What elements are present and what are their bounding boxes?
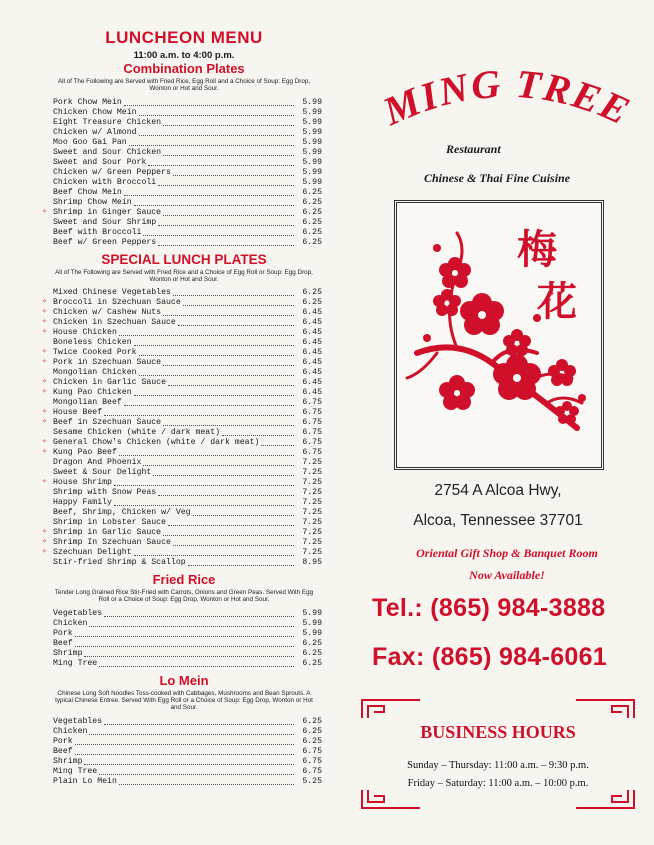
menu-item [46, 138, 322, 148]
dot-leader [168, 385, 294, 386]
menu-item-name: Chicken Chow Mein [53, 107, 137, 117]
dot-leader [84, 656, 294, 657]
menu-item-price: 6.45 [302, 368, 322, 378]
menu-item-name: Shrimp [53, 648, 83, 658]
menu-item-name: ✧ Kung Pao Chicken [53, 388, 132, 398]
menu-item-name: Chicken w/ Almond [53, 127, 137, 137]
menu-item-price: 5.99 [302, 107, 322, 117]
menu-item [46, 208, 322, 218]
menu-item-price: 6.25 [302, 658, 322, 668]
dot-leader [129, 145, 294, 146]
address-line-1: 2754 A Alcoa Hwy, [434, 482, 562, 499]
menu-item-name: Shrimp Chow Mein [53, 197, 132, 207]
dot-leader [163, 125, 294, 126]
menu-item-name: Sesame Chicken (white / dark meat) [53, 428, 221, 438]
dot-leader [173, 175, 294, 176]
dot-leader [158, 245, 294, 246]
menu-item-price: 5.99 [302, 97, 322, 107]
menu-item-name: ✧ Twice Cooked Pork [53, 348, 137, 358]
dot-leader [89, 626, 294, 627]
menu-item [46, 348, 322, 358]
menu-item [46, 478, 322, 488]
special-note: All of The Following are Served with Fried Rice and a Choice of Egg Roll or Soup: Egg Drop, Wonton or Hot and Sour. [55, 268, 313, 283]
menu-item-name: Shrimp in Lobster Sauce [53, 518, 167, 528]
dot-leader [75, 744, 294, 745]
dot-leader [99, 666, 294, 667]
dot-leader [143, 235, 294, 236]
hours-sun-thu: Sunday – Thursday: 11:00 a.m. – 9:30 p.m. [407, 760, 589, 771]
dot-leader [124, 195, 294, 196]
menu-item-name: Beef [53, 746, 73, 756]
gift-available-line: Now Available! [469, 568, 545, 582]
menu-item [46, 388, 322, 398]
menu-item-name: Sweet and Sour Pork [53, 157, 147, 167]
dot-leader [124, 105, 294, 106]
menu-item-name: Mongolian Beef [53, 398, 122, 408]
menu-item-name: Pork Chow Mein [53, 97, 122, 107]
menu-column [46, 28, 322, 787]
dot-leader [148, 165, 294, 166]
gift-shop-line: Oriental Gift Shop & Banquet Room [416, 546, 598, 560]
menu-item-price: 7.25 [302, 538, 322, 548]
menu-item [46, 767, 322, 777]
dot-leader [119, 784, 294, 785]
menu-item-name: ✧ Chicken in Szechuan Sauce [53, 318, 176, 328]
menu-item-price: 5.99 [302, 137, 322, 147]
menu-item-name: Chicken w/ Green Peppers [53, 167, 171, 177]
svg-text:MING TREE [376, 62, 638, 134]
menu-item-name: Boneless Chicken [53, 338, 132, 348]
menu-item [46, 158, 322, 168]
dot-leader [104, 415, 294, 416]
dot-leader [173, 545, 294, 546]
menu-item-name: Shrimp with Snow Peas [53, 488, 157, 498]
dot-leader [163, 315, 294, 316]
menu-item-name: ✧ Szechuan Delight [53, 548, 132, 558]
menu-item [46, 238, 322, 248]
menu-item [46, 757, 322, 767]
menu-item-price: 7.25 [302, 518, 322, 528]
dot-leader [114, 485, 294, 486]
menu-item [46, 438, 322, 448]
dot-leader [261, 445, 294, 446]
menu-item-name: ✧ Kung Pao Beef [53, 448, 117, 458]
menu-item-price: 5.99 [302, 167, 322, 177]
menu-item [46, 488, 322, 498]
menu-item-price: 6.45 [302, 338, 322, 348]
fax-number: Fax: (865) 984-6061 [372, 643, 608, 671]
menu-item-name: ✧ Shrimp in Ginger Sauce [53, 207, 162, 217]
fried-rice-title: Fried Rice [152, 572, 216, 588]
dot-leader [84, 764, 294, 765]
menu-item [46, 659, 322, 669]
chinese-character-mei: 梅 [517, 227, 557, 273]
dot-leader [134, 395, 294, 396]
menu-item [46, 418, 322, 428]
restaurant-label: Restaurant [446, 142, 501, 156]
menu-item-price: 6.25 [302, 288, 322, 298]
brand-name: MING TREE [376, 62, 638, 135]
menu-item [46, 428, 322, 438]
dot-leader [163, 535, 294, 536]
menu-item-price: 6.75 [302, 408, 322, 418]
menu-item-price: 6.75 [302, 746, 322, 756]
menu-item-price: 7.25 [302, 488, 322, 498]
menu-item-name: ✧ Chicken w/ Cashew Nuts [53, 308, 162, 318]
dot-leader [178, 325, 294, 326]
special-list [46, 288, 322, 568]
menu-item-name: Vegetables [53, 608, 103, 618]
menu-item-name: Sweet & Sour Delight [53, 468, 152, 478]
dot-leader [139, 375, 294, 376]
dot-leader [188, 565, 294, 566]
chinese-character-hua: 花 [537, 279, 577, 325]
business-hours-box [360, 698, 636, 810]
dot-leader [153, 475, 294, 476]
fret-border-icon [360, 698, 636, 810]
menu-item [46, 318, 322, 328]
menu-item-price: 6.75 [302, 418, 322, 428]
luncheon-title: LUNCHEON MENU [105, 28, 263, 47]
menu-item-price: 5.99 [302, 127, 322, 137]
lo-mein-title: Lo Mein [159, 672, 209, 688]
menu-item-price: 6.25 [302, 237, 322, 247]
menu-item-price: 5.99 [302, 177, 322, 187]
menu-item-name: Chicken [53, 726, 88, 736]
menu-item-price: 7.25 [302, 478, 322, 488]
menu-item [46, 168, 322, 178]
menu-item [46, 747, 322, 757]
dot-leader [158, 495, 294, 496]
dot-leader [119, 335, 294, 336]
dot-leader [104, 724, 294, 725]
menu-item-price: 5.99 [302, 618, 322, 628]
menu-item-name: ✧ House Shrimp [53, 478, 112, 488]
menu-item-price: 6.45 [302, 328, 322, 338]
plum-blossom-art [394, 200, 604, 470]
menu-item-name: Vegetables [53, 716, 103, 726]
menu-item-name: ✧ House Beef [53, 408, 103, 418]
menu-item [46, 609, 322, 619]
menu-item [46, 629, 322, 639]
menu-item [46, 398, 322, 408]
menu-item-price: 6.25 [302, 207, 322, 217]
dot-leader [104, 616, 294, 617]
menu-item-name: Chicken [53, 618, 88, 628]
menu-item [46, 498, 322, 508]
menu-item-name: ✧ Broccoli in Szechuan Sauce [53, 298, 181, 308]
menu-item [46, 737, 322, 747]
menu-item-price: 6.25 [302, 197, 322, 207]
menu-item-price: 5.25 [302, 776, 322, 786]
menu-item-name: Beef w/ Green Peppers [53, 237, 157, 247]
menu-item [46, 118, 322, 128]
menu-item [46, 458, 322, 468]
menu-item-name: Beef [53, 638, 73, 648]
lo-mein-note: Chinese Long Soft Noodles Toss-cooked with Cabbages, Mushrooms and Bean Sprouts. A typical Chinese Entree. Served With Egg Roll or a Choice of Soup: Egg Drop, Wonton or Hot and Sour. [55, 689, 313, 712]
menu-item [46, 308, 322, 318]
dot-leader [139, 355, 294, 356]
menu-item-price: 5.99 [302, 157, 322, 167]
menu-item [46, 228, 322, 238]
menu-item-price: 5.99 [302, 117, 322, 127]
dot-leader [134, 345, 294, 346]
menu-item [46, 218, 322, 228]
menu-item-name: Ming Tree [53, 658, 98, 668]
address-line-2: Alcoa, Tennessee 37701 [413, 512, 583, 529]
menu-item [46, 148, 322, 158]
combination-list [46, 98, 322, 248]
dot-leader [119, 455, 294, 456]
menu-item-price: 8.95 [302, 558, 322, 568]
dot-leader [158, 225, 294, 226]
menu-item-price: 6.45 [302, 318, 322, 328]
menu-item [46, 98, 322, 108]
brand-logo [372, 62, 642, 142]
dot-leader [173, 295, 294, 296]
menu-item-price: 6.25 [302, 648, 322, 658]
menu-item [46, 448, 322, 458]
dot-leader [163, 425, 294, 426]
menu-item-name: ✧ Chicken in Garlic Sauce [53, 378, 167, 388]
menu-item-price: 5.99 [302, 608, 322, 618]
menu-item-price: 6.25 [302, 638, 322, 648]
menu-item-name: Pork [53, 628, 73, 638]
menu-item-name: Dragon And Phoenix [53, 458, 142, 468]
menu-item-price: 6.25 [302, 736, 322, 746]
combination-title: Combination Plates [123, 61, 245, 76]
menu-item [46, 777, 322, 787]
dot-leader [75, 636, 294, 637]
menu-item-price: 5.99 [302, 628, 322, 638]
dot-leader [193, 515, 294, 516]
menu-item [46, 538, 322, 548]
business-hours-title: BUSINESS HOURS [420, 722, 576, 742]
dot-leader [183, 305, 294, 306]
fried-rice-note: Tender Long Grained Rice Stir-Fried with Carrots, Onions and Green Peas. Served With Egg Roll or a Choice of Soup: Egg Drop, Wonton or Hot and Sour. [54, 589, 314, 604]
menu-item-price: 6.45 [302, 358, 322, 368]
menu-item-name: Sweet and Sour Chicken [53, 147, 162, 157]
menu-item-price: 7.25 [302, 498, 322, 508]
menu-item [46, 717, 322, 727]
menu-item-price: 6.75 [302, 398, 322, 408]
menu-item [46, 128, 322, 138]
special-title: SPECIAL LUNCH PLATES [101, 251, 267, 267]
menu-item-name: Mongolian Chicken [53, 368, 137, 378]
menu-item-name: Pork [53, 736, 73, 746]
menu-item [46, 548, 322, 558]
menu-item [46, 508, 322, 518]
luncheon-hours: 11:00 a.m. to 4:00 p.m. [133, 50, 235, 61]
menu-item [46, 288, 322, 298]
combination-note: All of The Following are Served with Fried Rice, Egg Roll and a Choice of Soup: Egg Drop, Wonton or Hot and Sour. [57, 78, 311, 93]
menu-item [46, 518, 322, 528]
menu-item-name: Sweet and Sour Shrimp [53, 217, 157, 227]
menu-item [46, 298, 322, 308]
menu-item [46, 108, 322, 118]
menu-item-price: 5.99 [302, 147, 322, 157]
dot-leader [163, 365, 294, 366]
menu-item [46, 558, 322, 568]
menu-item-name: Mixed Chinese Vegetables [53, 288, 171, 298]
plum-blossom-icon [397, 203, 601, 467]
dot-leader [134, 555, 294, 556]
menu-item [46, 358, 322, 368]
dot-leader [143, 465, 294, 466]
menu-item-price: 6.25 [302, 217, 322, 227]
menu-item-price: 6.45 [302, 348, 322, 358]
dot-leader [222, 435, 294, 436]
dot-leader [75, 754, 294, 755]
menu-item [46, 468, 322, 478]
dot-leader [124, 405, 294, 406]
menu-item-price: 7.25 [302, 468, 322, 478]
menu-item [46, 639, 322, 649]
menu-item-price: 6.45 [302, 308, 322, 318]
menu-item [46, 727, 322, 737]
menu-item-price: 6.75 [302, 756, 322, 766]
dot-leader [139, 135, 294, 136]
dot-leader [134, 205, 294, 206]
menu-item-name: ✧ General Chow's Chicken (white / dark meat) [53, 438, 260, 448]
menu-item-name: ✧ House Chicken [53, 328, 117, 338]
menu-item-name: Shrimp [53, 756, 83, 766]
menu-item-price: 6.75 [302, 438, 322, 448]
menu-item-name: Eight Treasure Chicken [53, 117, 162, 127]
menu-item [46, 338, 322, 348]
menu-item-price: 6.25 [302, 726, 322, 736]
menu-item [46, 649, 322, 659]
menu-item-price: 7.25 [302, 508, 322, 518]
dot-leader [158, 185, 294, 186]
menu-item-name: Moo Goo Gai Pan [53, 137, 127, 147]
menu-item-price: 7.25 [302, 548, 322, 558]
menu-item-name: Beef with Broccoli [53, 227, 142, 237]
menu-item-name: Stir-fried Shrimp & Scallop [53, 558, 186, 568]
menu-item [46, 378, 322, 388]
menu-item-name: ✧ Shrimp in Garlic Sauce [53, 528, 162, 538]
menu-item-price: 7.25 [302, 528, 322, 538]
menu-item-name: ✧ Shrimp In Szechuan Sauce [53, 538, 171, 548]
dot-leader [168, 525, 294, 526]
fried-rice-list [46, 609, 322, 669]
menu-item-price: 6.25 [302, 716, 322, 726]
dot-leader [114, 505, 294, 506]
menu-item-name: Ming Tree [53, 766, 98, 776]
cuisine-label: Chinese & Thai Fine Cuisine [424, 171, 571, 185]
menu-item-name: Happy Family [53, 498, 112, 508]
menu-item-name: Plain Lo Mein [53, 776, 117, 786]
dot-leader [99, 774, 294, 775]
menu-item-price: 6.25 [302, 298, 322, 308]
menu-item [46, 178, 322, 188]
menu-item-name: Beef, Shrimp, Chicken w/ Veg [53, 508, 191, 518]
menu-item-price: 6.25 [302, 227, 322, 237]
menu-item-price: 6.45 [302, 388, 322, 398]
menu-item [46, 198, 322, 208]
menu-item [46, 188, 322, 198]
menu-item-name: Chicken with Broccoli [53, 177, 157, 187]
menu-item-price: 6.75 [302, 766, 322, 776]
menu-item-name: ✧ Pork in Szechuan Sauce [53, 358, 162, 368]
menu-item [46, 408, 322, 418]
menu-item-name: Beef Chow Mein [53, 187, 122, 197]
menu-item [46, 368, 322, 378]
lo-mein-list [46, 717, 322, 787]
menu-item-price: 6.45 [302, 378, 322, 388]
menu-item-price: 7.25 [302, 458, 322, 468]
dot-leader [163, 155, 294, 156]
menu-item-price: 6.75 [302, 448, 322, 458]
menu-item [46, 528, 322, 538]
menu-item-name: ✧ Beef in Szechuan Sauce [53, 418, 162, 428]
dot-leader [75, 646, 294, 647]
dot-leader [163, 215, 294, 216]
menu-item [46, 328, 322, 338]
menu-item-price: 6.25 [302, 187, 322, 197]
dot-leader [89, 734, 294, 735]
hours-fri-sat: Friday – Saturday: 11:00 a.m. – 10:00 p.m. [407, 778, 589, 789]
menu-item [46, 619, 322, 629]
dot-leader [139, 115, 294, 116]
menu-item-price: 6.75 [302, 428, 322, 438]
phone-number: Tel.: (865) 984-3888 [372, 594, 606, 622]
